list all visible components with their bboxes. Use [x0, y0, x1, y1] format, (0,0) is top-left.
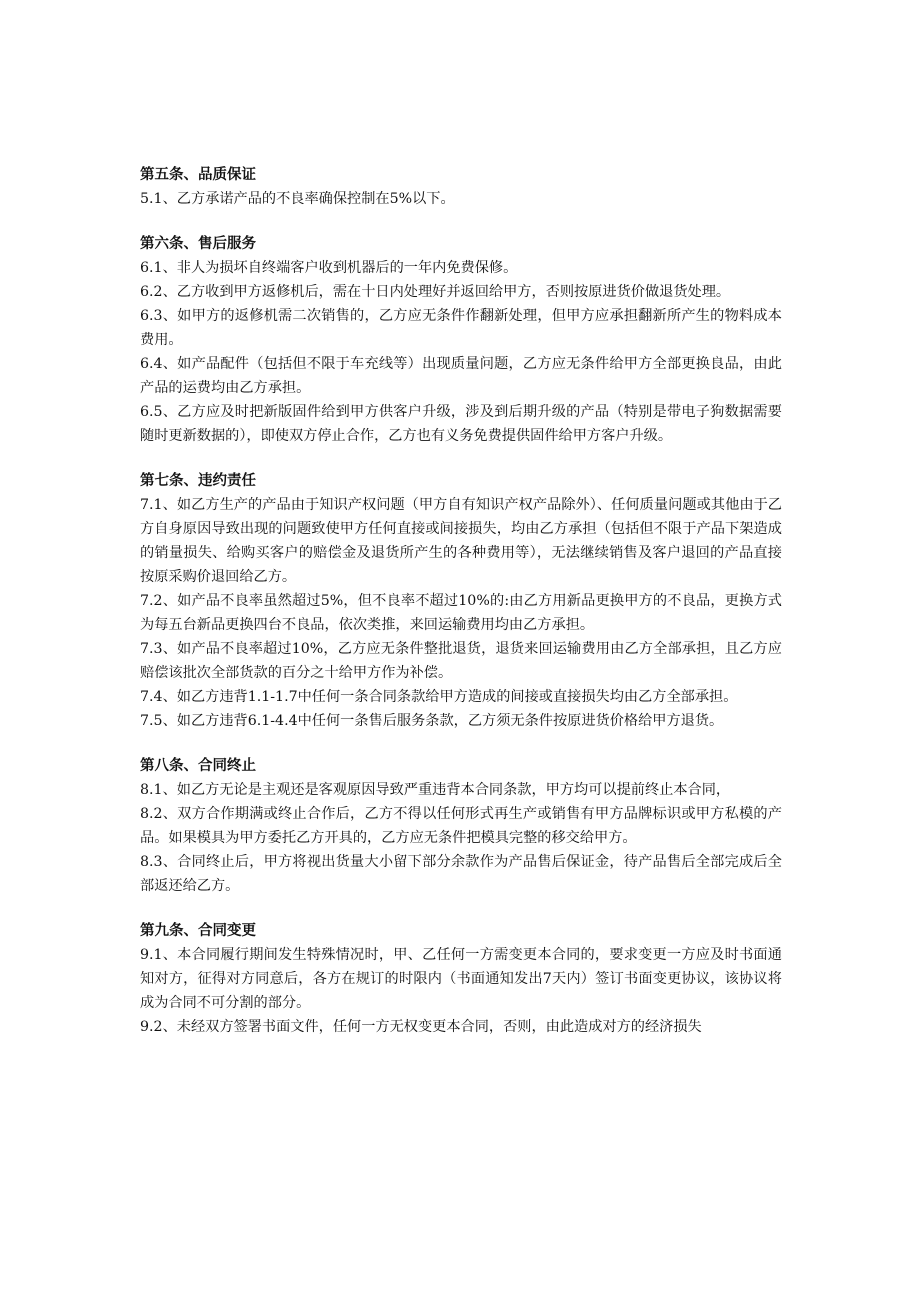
clause-5-1: 5.1、乙方承诺产品的不良率确保控制在5%以下。: [140, 191, 455, 207]
clause-6-4: 6.4、如产品配件（包括但不限于车充线等）出现质量问题，乙方应无条件给甲方全部更换良品，由此产品的运费均由乙方承担。: [140, 356, 782, 396]
clause-7-4: 7.4、如乙方违背1.1-1.7中任何一条合同条款给甲方造成的间接或直接损失均由乙方全部承担。: [140, 689, 738, 705]
section-9-amendment: [140, 919, 782, 1039]
clause-8-1: 8.1、如乙方无论是主观还是客观原因导致严重违背本合同条款，甲方均可以提前终止本合同，: [140, 782, 731, 798]
clause-7-3: 7.3、如产品不良率超过10%，乙方应无条件整批退货，退货来回运输费用由乙方全部承担，且乙方应赔偿该批次全部货款的百分之十给甲方作为补偿。: [140, 641, 782, 681]
section-heading: 第九条、合同变更: [140, 923, 256, 939]
clause-6-5: 6.5、乙方应及时把新版固件给到甲方供客户升级，涉及到后期升级的产品（特别是带电子狗数据需要随时更新数据的），即使双方停止合作，乙方也有义务免费提供固件给甲方客户升级。: [140, 404, 782, 444]
section-5-quality-guarantee: [140, 163, 782, 211]
clause-6-3: 6.3、如甲方的返修机需二次销售的，乙方应无条件作翻新处理，但甲方应承担翻新所产生的物料成本费用。: [140, 308, 782, 348]
clause-9-2: 9.2、未经双方签署书面文件，任何一方无权变更本合同，否则，由此造成对方的经济损失: [140, 1019, 702, 1035]
clause-9-1: 9.1、本合同履行期间发生特殊情况时，甲、乙任何一方需变更本合同的，要求变更一方应及时书面通知对方，征得对方同意后，各方在规订的时限内（书面通知发出7天内）签订书面变更协议，该协议将成为合同不可分割的部分。: [140, 947, 782, 1011]
clause-8-3: 8.3、合同终止后，甲方将视出货量大小留下部分余款作为产品售后保证金，待产品售后全部完成后全部返还给乙方。: [140, 854, 782, 894]
clause-6-1: 6.1、非人为损坏自终端客户收到机器后的一年内免费保修。: [140, 260, 518, 276]
clause-7-1: 7.1、如乙方生产的产品由于知识产权问题（甲方自有知识产权产品除外）、任何质量问题或其他由于乙方自身原因导致出现的问题致使甲方任何直接或间接损失，均由乙方承担（包括但不限于产品下架造成的销量损失、给购买客户的赔偿金及退货所产生的各种费用等），无法继续销售及客户退回的产品直接按原采购价退回给乙方。: [140, 497, 782, 585]
clause-6-2: 6.2、乙方收到甲方返修机后，需在十日内处理好并返回给甲方，否则按原进货价做退货处理。: [140, 284, 731, 300]
clause-7-2: 7.2、如产品不良率虽然超过5%，但不良率不超过10%的:由乙方用新品更换甲方的不良品，更换方式为每五台新品更换四台不良品，依次类推，来回运输费用均由乙方承担。: [140, 593, 782, 633]
clause-8-2: 8.2、双方合作期满或终止合作后，乙方不得以任何形式再生产或销售有甲方品牌标识或甲方私模的产品。如果模具为甲方委托乙方开具的，乙方应无条件把模具完整的移交给甲方。: [140, 806, 782, 846]
section-heading: 第五条、品质保证: [140, 167, 256, 183]
section-7-liability: [140, 469, 782, 733]
contract-page: [140, 163, 782, 1060]
section-6-after-sales: [140, 232, 782, 448]
section-heading: 第六条、售后服务: [140, 236, 256, 252]
section-8-termination: [140, 754, 782, 898]
clause-7-5: 7.5、如乙方违背6.1-4.4中任何一条售后服务条款，乙方须无条件按原进货价格给甲方退货。: [140, 713, 724, 729]
section-heading: 第七条、违约责任: [140, 473, 256, 489]
section-heading: 第八条、合同终止: [140, 758, 256, 774]
